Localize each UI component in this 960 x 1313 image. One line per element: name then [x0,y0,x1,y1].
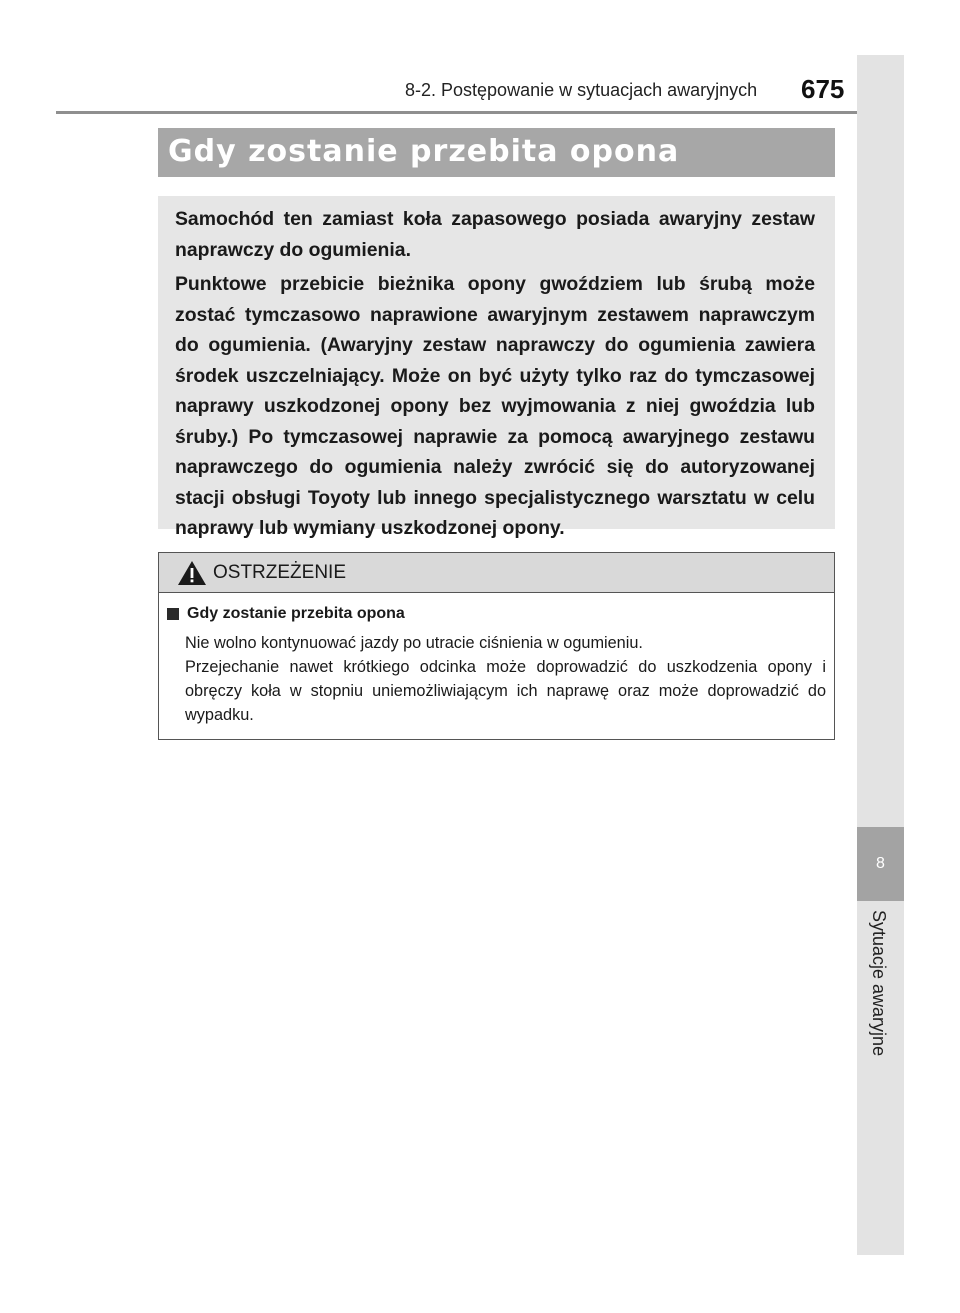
header-section-title: 8-2. Postępowanie w sytuacjach awaryjnych [405,80,758,100]
section-title-bar [158,128,835,177]
intro-paragraph: Samochód ten zamiast koła zapasowego posiada awaryjny zestaw naprawczy do ogumienia. [175,208,815,261]
chapter-side-tab [857,55,904,1255]
intro-paragraph: Punktowe przebicie bieżnika opony gwoździem lub śrubą może zostać tymczasowo naprawione awaryjnym zestawem naprawczym do ogumienia. (Awaryjny zestaw naprawczy do ogumienia zawiera środek uszczelniający. Może on być użyty tylko raz do tymczasowej naprawy uszkodzonej opony bez wyjmowania z niej gwoździa lub śruby.) Po tymczasowej naprawie za pomocą awaryjnego zestawu naprawczego do ogumienia należy zwrócić się do autoryzowanej stacji obsługi Toyoty lub innego specjalistycznego warsztatu w celu naprawy lub wymiany uszkodzonej opony. [175,273,815,539]
warning-line: Przejechanie nawet krótkiego odcinka może doprowadzić do uszkodzenia opony i obręczy koła w stopniu uniemożliwiającym ich naprawę oraz może doprowadzić do wypadku. [185,658,826,724]
warning-subheading [167,605,826,623]
page-number: 675 [801,74,845,104]
warning-subheading-text: Gdy zostanie przebita opona [187,605,405,622]
warning-triangle-icon [177,560,207,586]
warning-body [159,593,834,727]
chapter-number-tab: 8 [857,827,904,901]
warning-header [159,553,834,593]
intro-box [158,196,835,539]
section-title: Gdy zostanie przebita opona [168,134,680,169]
header-divider [56,111,904,114]
bullet-square-icon [167,608,179,620]
warning-box [158,552,835,740]
warning-text [185,631,826,727]
warning-title: OSTRZEŻENIE [213,561,347,583]
warning-line: Nie wolno kontynuować jazdy po utracie ciśnienia w ogumieniu. [185,634,643,652]
chapter-label: Sytuacje awaryjne [869,910,889,1057]
